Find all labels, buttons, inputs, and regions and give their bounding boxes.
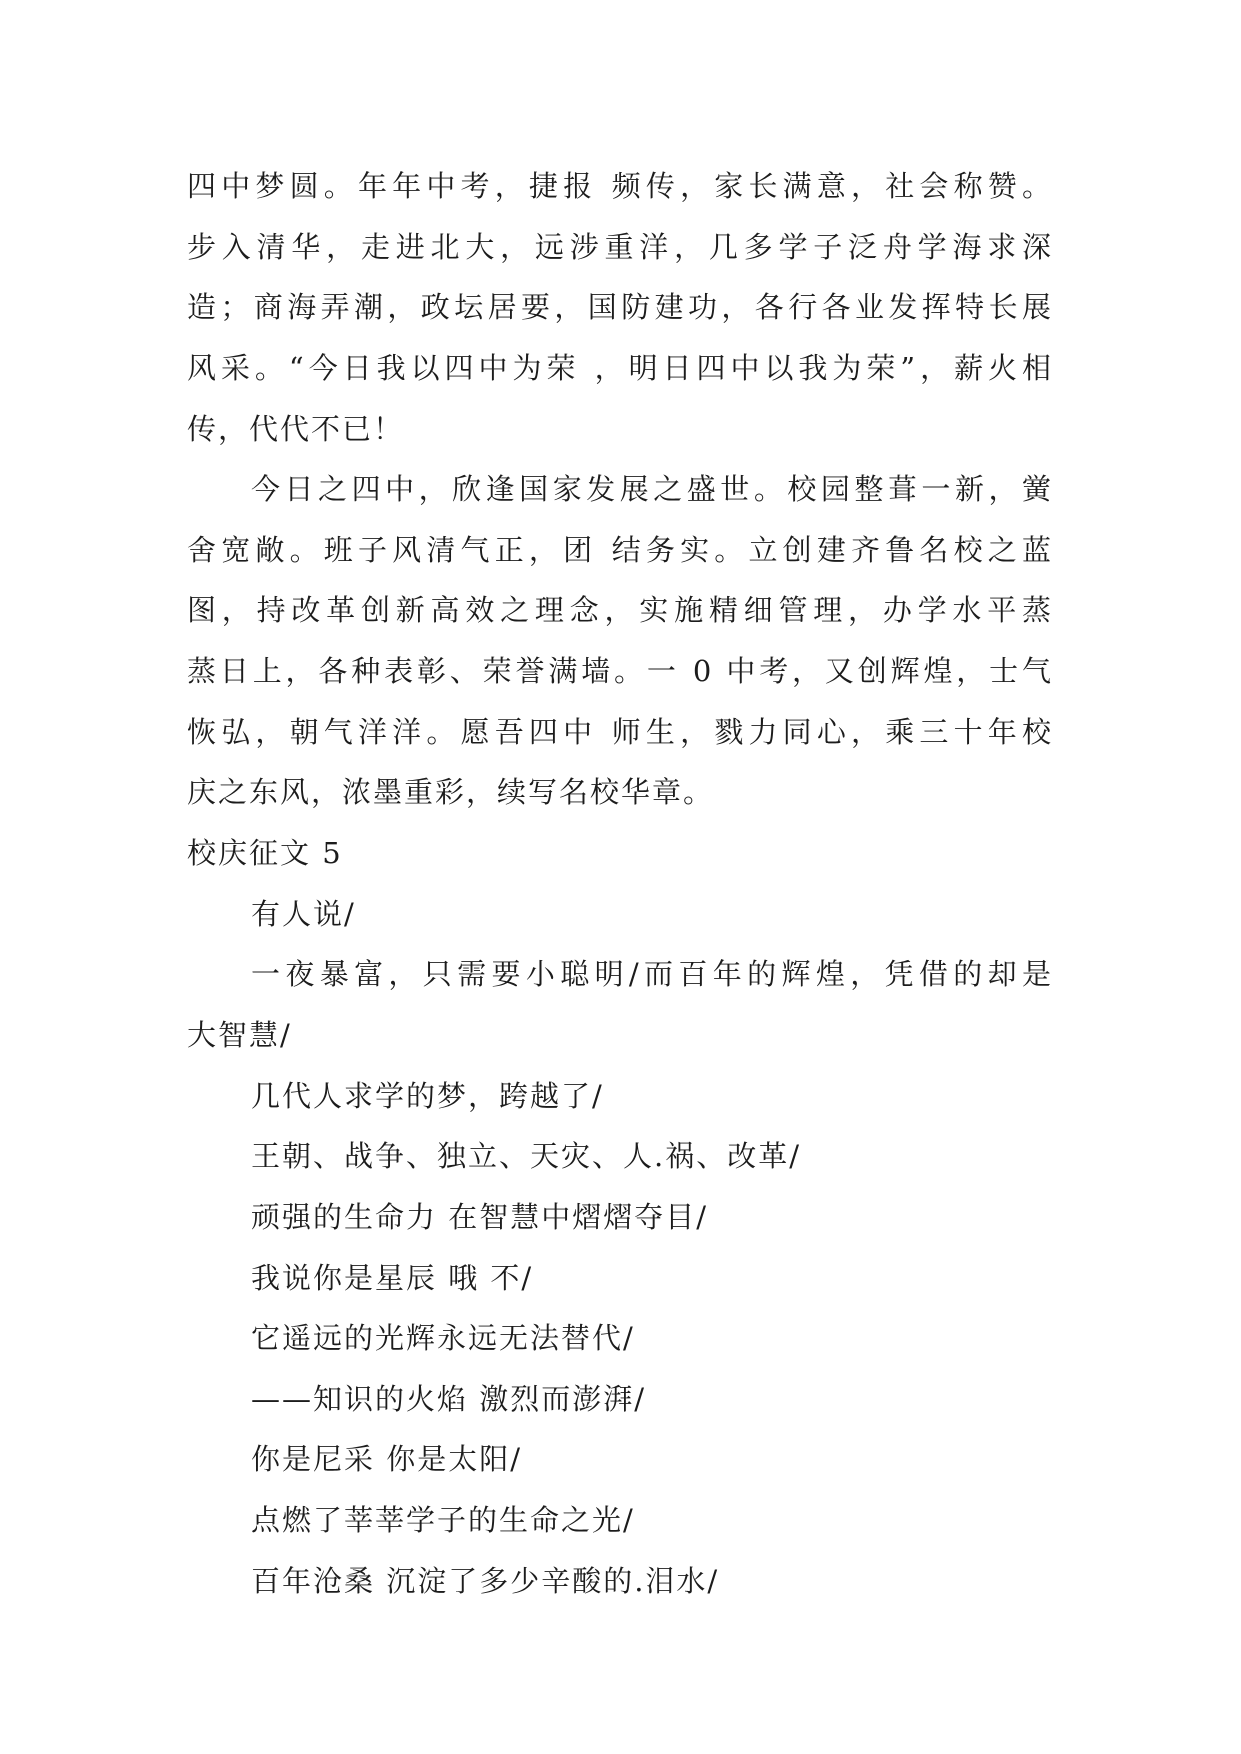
text-line: 恢弘，朝气洋洋。愿吾四中 师生，戮力同心，乘三十年校 <box>187 714 1053 749</box>
poem-line: 王朝、战争、独立、天灾、人.祸、改革/ <box>251 1139 801 1174</box>
text-line: 风采。“今日我以四中为荣 ，明日四中以我为荣”，薪火相 <box>187 350 1053 385</box>
text-line: 舍宽敞。班子风清气正，团 结务实。立创建齐鲁名校之蓝 <box>187 532 1053 567</box>
poem-line: 我说你是星辰 哦 不/ <box>251 1260 534 1295</box>
poem-line: 几代人求学的梦，跨越了/ <box>251 1078 604 1113</box>
text-line: 步入清华，走进北大，远涉重洋，几多学子泛舟学海求深 <box>187 229 1053 264</box>
poem-line: 它遥远的光辉永远无法替代/ <box>251 1321 635 1356</box>
poem-line: 大智慧/ <box>187 1017 292 1052</box>
text-line: 庆之东风，浓墨重彩，续写名校华章。 <box>187 775 715 810</box>
text-line: 今日之四中，欣逢国家发展之盛世。校园整葺一新，黉 <box>251 472 1053 507</box>
text-line: 蒸日上，各种表彰、荣誉满墙。一 0 中考，又创辉煌，士气 <box>187 654 1053 689</box>
text-line: 图，持改革创新高效之理念，实施精细管理，办学水平蒸 <box>187 593 1053 628</box>
document-body <box>187 156 1053 1611</box>
poem-line: 点燃了莘莘学子的生命之光/ <box>251 1503 635 1538</box>
poem-line: ——知识的火焰 激烈而澎湃/ <box>251 1381 646 1416</box>
poem-line: 百年沧桑 沉淀了多少辛酸的.泪水/ <box>251 1563 720 1598</box>
poem-line: 你是尼采 你是太阳/ <box>251 1442 522 1477</box>
text-line: 造；商海弄潮，政坛居要，国防建功，各行各业发挥特长展 <box>187 290 1053 325</box>
poem-line: 顽强的生命力 在智慧中熠熠夺目/ <box>251 1199 708 1234</box>
poem-line: 一夜暴富，只需要小聪明/而百年的辉煌，凭借的却是 <box>251 957 1053 992</box>
poem-line: 有人说/ <box>251 896 356 931</box>
text-line: 四中梦圆。年年中考，捷报 频传，家长满意，社会称赞。 <box>187 169 1053 203</box>
text-line: 传，代代不已！ <box>187 411 405 446</box>
essay-title: 校庆征文 5 <box>187 836 343 871</box>
